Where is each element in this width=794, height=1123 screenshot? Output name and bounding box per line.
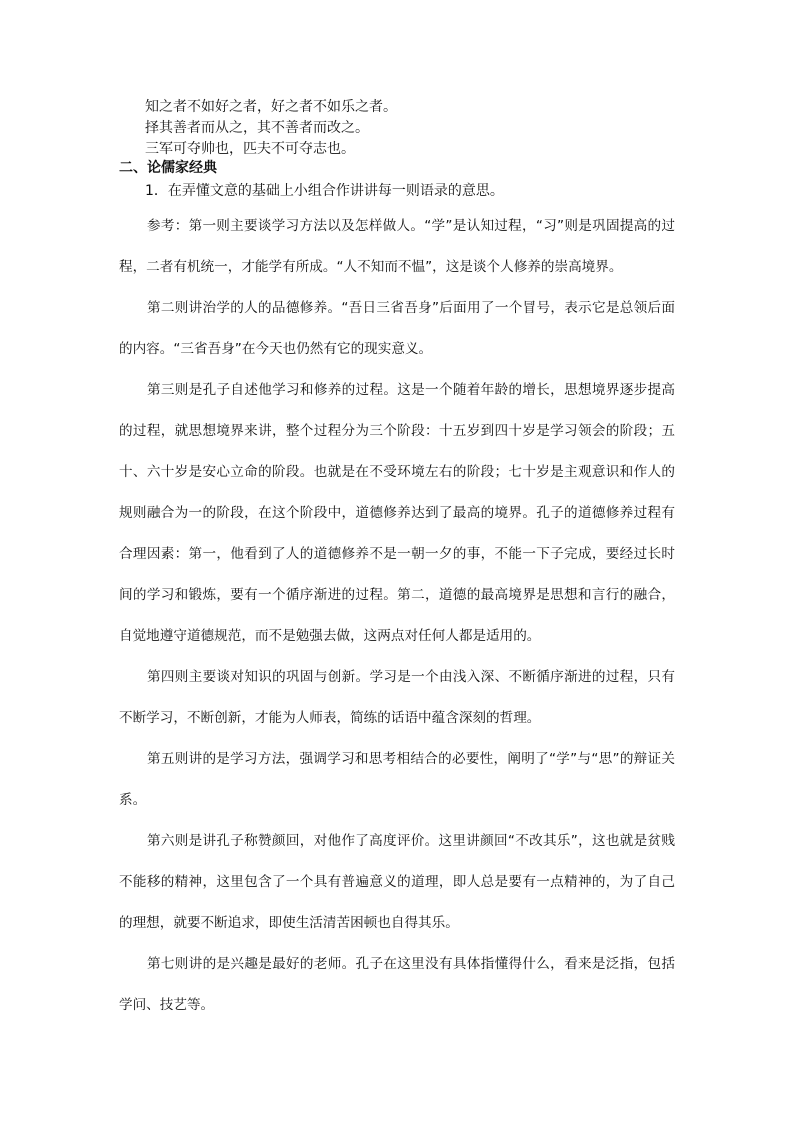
task-instruction: 1．在弄懂文意的基础上小组合作讲讲每一则语录的意思。 <box>145 183 504 199</box>
paragraph-fourth: 第四则主要谈对知识的巩固与创新。学习是一个由浅入深、不断循序渐进的过程，只有不断学习，不断创新，才能为人师表，简练的话语中蕴含深刻的哲理。 <box>119 669 675 726</box>
quote-line-2: 择其善者而从之，其不善者而改之。 <box>145 120 369 136</box>
quote-line-1: 知之者不如好之者，好之者不如乐之者。 <box>145 99 397 115</box>
paragraph-second: 第二则讲治学的人的品德修养。“吾日三省吾身”后面用了一个冒号，表示它是总领后面的内容。“三省吾身”在今天也仍然有它的现实意义。 <box>119 300 675 357</box>
section-heading: 二、论儒家经典 <box>119 160 217 176</box>
paragraph-third: 第三则是孔子自述他学习和修养的过程。这是一个随着年龄的增长，思想境界逐步提高的过程，就思想境界来讲，整个过程分为三个阶段：十五岁到四十岁是学习领会的阶段；五十、六十岁是安心立命的阶段。也就是在不受环境左右的阶段；七十岁是主观意识和作人的规则融合为一的阶段，在这个阶段中，道德修养达到了最高的境界。孔子的道德修养过程有合理因素：第一，他看到了人的道德修养不是一朝一夕的事，不能一下子完成，要经过长时间的学习和锻炼，要有一个循序渐进的过程。第二，道德的最高境界是思想和言行的融合，自觉地遵守道德规范，而不是勉强去做，这两点对任何人都是适用的。 <box>119 382 675 644</box>
paragraph-sixth: 第六则是讲孔子称赞颜回，对他作了高度评价。这里讲颜回“不改其乐”，这也就是贫贱不能移的精神，这里包含了一个具有普遍意义的道理，即人总是要有一点精神的，为了自己的理想，就要不断追求，即使生活清苦困顿也自得其乐。 <box>119 833 675 931</box>
quote-line-3: 三军可夺帅也，匹夫不可夺志也。 <box>145 141 355 157</box>
paragraph-seventh: 第七则讲的是兴趣是最好的老师。孔子在这里没有具体指懂得什么，看来是泛指，包括学问、技艺等。 <box>119 956 675 1013</box>
paragraph-fifth: 第五则讲的是学习方法，强调学习和思考相结合的必要性，阐明了“学”与“思”的辩证关系。 <box>119 751 675 808</box>
paragraph-reference: 参考：第一则主要谈学习方法以及怎样做人。“学”是认知过程，“习”则是巩固提高的过程，二者有机统一，才能学有所成。“人不知而不愠”，这是谈个人修养的崇高境界。 <box>119 218 675 275</box>
